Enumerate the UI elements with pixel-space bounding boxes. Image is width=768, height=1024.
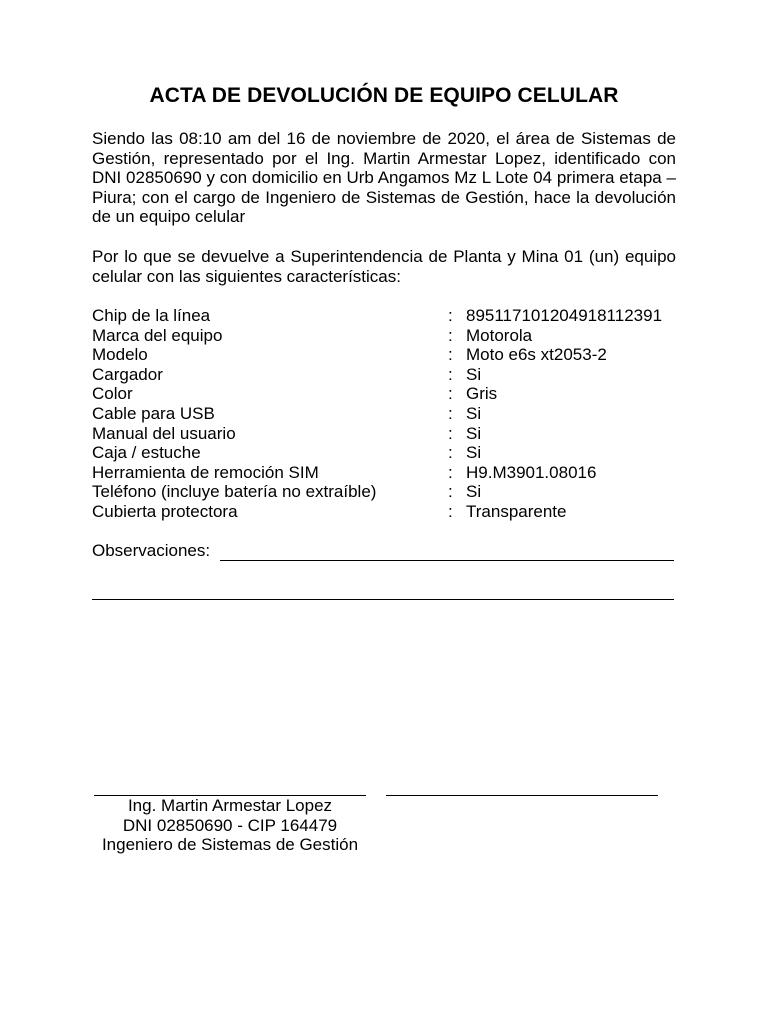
spec-value: Motorola [466,325,533,345]
spec-value: Si [466,443,482,463]
spec-label: Teléfono (incluye batería no extraíble) [92,482,377,502]
spec-row-brand [92,326,692,346]
spec-colon: : [448,482,453,502]
spec-colon: : [448,364,453,384]
spec-colon: : [448,345,453,365]
spec-label: Marca del equipo [92,325,223,345]
intro-paragraph: Siendo las 08:10 am del 16 de noviembre de 2020, el área de Sistemas de Gestión, representado por el Ing. Martin Armestar Lopez, identificado con DNI 02850690 y con domicilio en Urb Angamos Mz L Lote 04 primera etapa – Piura; con el cargo de Ingeniero de Sistemas de Gestión, hace la devolución de un equipo celular [92,129,676,227]
spec-row-box [92,443,692,463]
spec-value: Gris [466,384,498,404]
specs-list [92,306,692,522]
spec-value: Moto e6s xt2053-2 [466,345,607,365]
spec-colon: : [448,306,453,325]
return-paragraph: Por lo que se devuelve a Superintendencia de Planta y Mina 01 (un) equipo celular con las siguientes características: [92,247,676,286]
observations-label: Observaciones: [92,541,211,560]
spec-label: Manual del usuario [92,423,236,443]
spec-value: Transparente [466,501,567,521]
spec-value: Si [466,423,482,443]
spec-colon: : [448,462,453,482]
spec-row-manual [92,424,692,444]
signatory-name: Ing. Martin Armestar Lopez [127,796,333,815]
spec-row-sim-tool [92,463,692,483]
signature-line-receiver [386,795,658,796]
spec-value: Si [466,482,482,502]
observations-line [92,599,674,600]
spec-colon: : [448,423,453,443]
spec-value: 895117101204918112391 [466,306,663,325]
spec-row-usb-cable [92,404,692,424]
spec-row-phone [92,482,692,502]
spec-label: Herramienta de remoción SIM [92,462,319,482]
spec-label: Caja / estuche [92,443,201,463]
observations-line [220,560,674,561]
spec-row-cover [92,502,692,522]
spec-label: Color [92,384,133,404]
spec-row-chip [92,306,692,326]
spec-value: Si [466,364,482,384]
spec-colon: : [448,325,453,345]
spec-colon: : [448,403,453,423]
document-title: ACTA DE DEVOLUCIÓN DE EQUIPO CELULAR [149,84,619,107]
spec-label: Modelo [92,345,148,365]
spec-label: Chip de la línea [92,306,211,325]
spec-row-charger [92,365,692,385]
spec-colon: : [448,501,453,521]
spec-colon: : [448,384,453,404]
spec-colon: : [448,443,453,463]
spec-label: Cubierta protectora [92,501,238,521]
spec-value: H9.M3901.08016 [466,462,597,482]
signatory-id: DNI 02850690 - CIP 164479 [122,815,338,835]
signatory-role: Ingeniero de Sistemas de Gestión [101,835,359,855]
spec-label: Cable para USB [92,403,215,423]
spec-label: Cargador [92,364,163,384]
signature-block [80,796,380,855]
spec-value: Si [466,403,482,423]
spec-row-model [92,345,692,365]
spec-row-color [92,384,692,404]
